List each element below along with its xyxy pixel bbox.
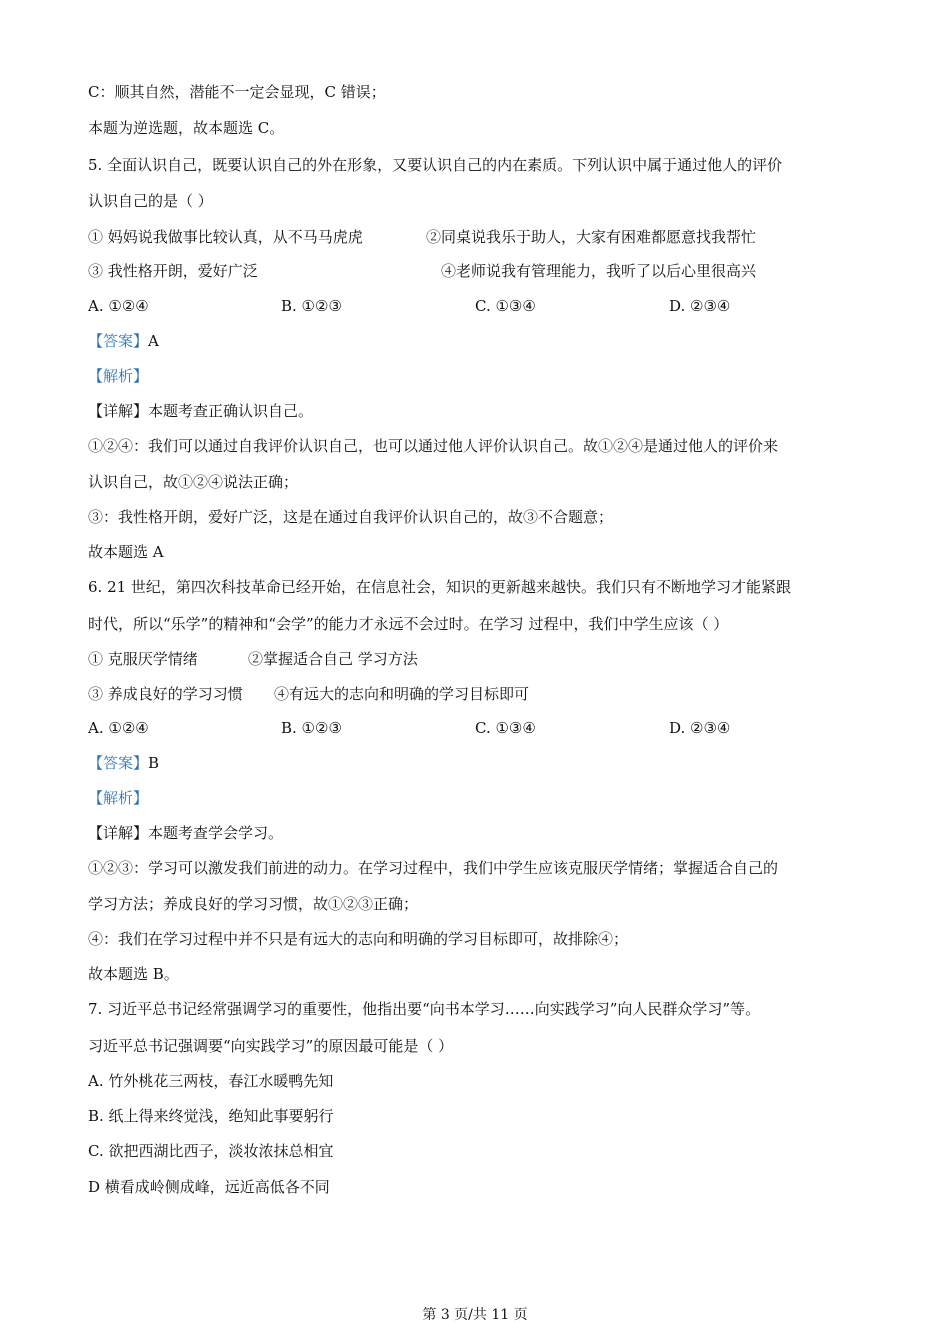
- explanation-line: 认识自己，故①②④说法正确；: [88, 473, 299, 491]
- text-line: C：顺其自然，潜能不一定会显现，C 错误；: [88, 83, 386, 101]
- option-a: A. ①②④: [88, 297, 149, 315]
- question-stem: 6. 21 世纪，第四次科技革命已经开始，在信息社会，知识的更新越来越快。我们只有不断地学习才能紧跟: [88, 578, 791, 596]
- explanation-line: ③：我性格开朗，爱好广泛，这是在通过自我评价认识自己的，故③不合题意；: [88, 508, 614, 526]
- analysis-tag: 【解析】: [88, 789, 149, 807]
- statement-item: ① 妈妈说我做事比较认真，从不马马虎虎: [88, 228, 363, 246]
- analysis-tag: 【解析】: [88, 367, 149, 385]
- answer-value: B: [148, 754, 160, 772]
- explanation-line: ①②③：学习可以激发我们前进的动力。在学习过程中，我们中学生应该克服厌学情绪；掌握适合自己的: [88, 859, 779, 877]
- option-b: B. ①②③: [281, 719, 342, 737]
- statement-item: ④老师说我有管理能力，我听了以后心里很高兴: [441, 262, 757, 280]
- statement-item: ③ 我性格开朗，爱好广泛: [88, 262, 258, 280]
- conclusion-line: 故本题选 A: [88, 543, 164, 561]
- option-b: B. ①②③: [281, 297, 342, 315]
- option-c: C. 欲把西湖比西子，淡妆浓抹总相宜: [88, 1142, 334, 1160]
- option-a: A. 竹外桃花三两枝，春江水暖鸭先知: [88, 1072, 334, 1090]
- question-stem: 7. 习近平总书记经常强调学习的重要性，他指出要“向书本学习……向实践学习”向人民群众学习”等。: [88, 1000, 761, 1018]
- answer-line: [88, 753, 159, 773]
- answer-tag: 【答案】: [88, 754, 149, 772]
- page-footer: 第 3 页/共 11 页: [422, 1307, 528, 1323]
- option-b: B. 纸上得来终觉浅，绝知此事要躬行: [88, 1107, 334, 1125]
- question-stem: 习近平总书记强调要“向实践学习”的原因最可能是（ ）: [88, 1037, 454, 1055]
- option-a: A. ①②④: [88, 719, 149, 737]
- statement-item: ③ 养成良好的学习习惯: [88, 685, 243, 703]
- question-stem: 5. 全面认识自己，既要认识自己的外在形象，又要认识自己的内在素质。下列认识中属于通过他人的评价: [88, 156, 783, 174]
- statement-item: ① 克服厌学情绪: [88, 650, 198, 668]
- option-d: D. ②③④: [669, 719, 731, 737]
- explanation-line: ①②④：我们可以通过自我评价认识自己，也可以通过他人评价认识自己。故①②④是通过他人的评价来: [88, 437, 779, 455]
- text-line: 本题为逆选题，故本题选 C。: [88, 119, 285, 137]
- question-stem: 时代，所以“乐学”的精神和“会学”的能力才永远不会过时。在学习 过程中，我们中学生应该（ ）: [88, 615, 729, 633]
- option-d: D. ②③④: [669, 297, 731, 315]
- statement-item: ②同桌说我乐于助人，大家有困难都愿意找我帮忙: [426, 228, 757, 246]
- answer-line: [88, 331, 159, 351]
- option-c: C. ①③④: [475, 297, 536, 315]
- answer-value: A: [148, 332, 159, 350]
- conclusion-line: 故本题选 B。: [88, 965, 179, 983]
- explanation-line: ④：我们在学习过程中并不只是有远大的志向和明确的学习目标即可，故排除④；: [88, 930, 629, 948]
- option-d: D 横看成岭侧成峰，远近高低各不同: [88, 1178, 330, 1196]
- statement-item: ④有远大的志向和明确的学习目标即可: [274, 685, 530, 703]
- detail-line: 【详解】本题考查正确认识自己。: [88, 402, 314, 420]
- detail-line: 【详解】本题考查学会学习。: [88, 824, 284, 842]
- answer-tag: 【答案】: [88, 332, 149, 350]
- explanation-line: 学习方法；养成良好的学习习惯，故①②③正确；: [88, 895, 419, 913]
- option-c: C. ①③④: [475, 719, 536, 737]
- statement-item: ②掌握适合自己 学习方法: [248, 650, 418, 668]
- question-stem: 认识自己的是（ ）: [88, 192, 213, 210]
